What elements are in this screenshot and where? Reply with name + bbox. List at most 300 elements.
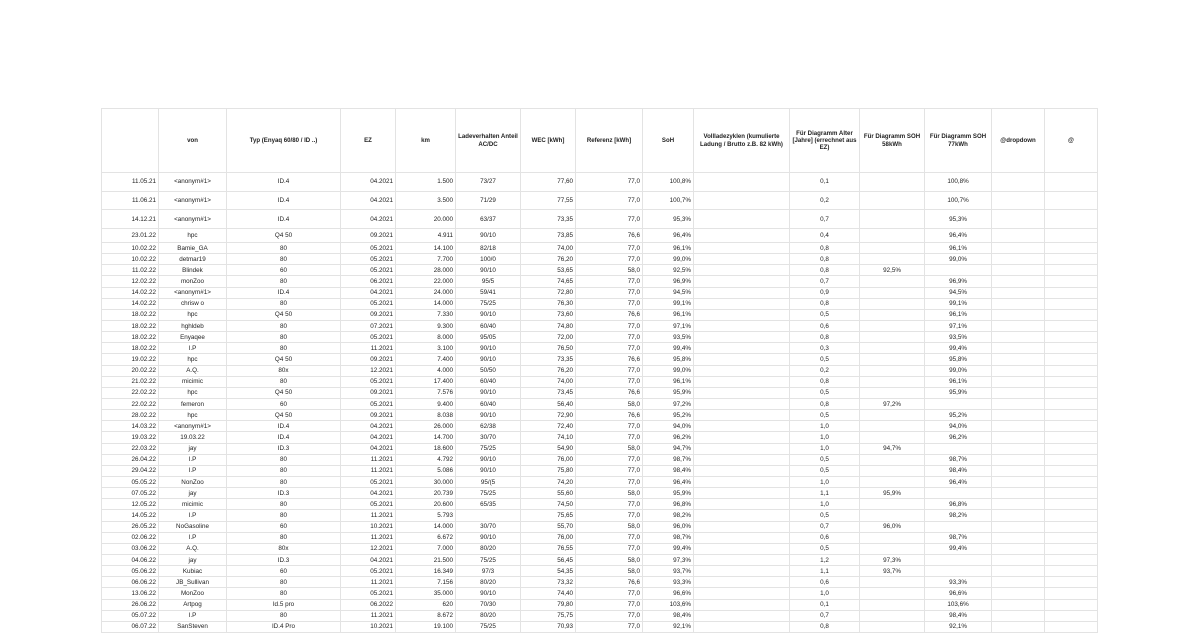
cell-wec[interactable]: 74,40 [521,588,576,599]
cell-wec[interactable]: 56,45 [521,555,576,566]
cell-at[interactable] [1045,499,1098,510]
cell-dropdown[interactable] [992,229,1045,243]
cell-at[interactable] [1045,298,1098,309]
cell-soh[interactable]: 103,6% [643,599,694,610]
cell-soh58[interactable] [860,465,925,476]
cell-soh77[interactable]: 92,1% [925,621,992,632]
cell-at[interactable] [1045,577,1098,588]
cell-zyklen[interactable] [694,621,790,632]
cell-soh58[interactable] [860,191,925,210]
cell-zyklen[interactable] [694,432,790,443]
cell-lade[interactable]: 62/38 [456,421,521,432]
cell-zyklen[interactable] [694,173,790,192]
cell-date[interactable]: 18.02.22 [102,343,159,354]
cell-at[interactable] [1045,254,1098,265]
cell-soh[interactable]: 96,4% [643,477,694,488]
cell-km[interactable]: 24.000 [396,287,456,298]
cell-soh58[interactable] [860,532,925,543]
cell-dropdown[interactable] [992,465,1045,476]
cell-at[interactable] [1045,543,1098,554]
cell-km[interactable]: 16.349 [396,566,456,577]
cell-km[interactable]: 18.600 [396,443,456,454]
cell-ez[interactable]: 09.2021 [341,229,396,243]
cell-ref[interactable]: 77,0 [576,287,643,298]
cell-soh77[interactable]: 99,4% [925,543,992,554]
cell-ref[interactable]: 76,6 [576,229,643,243]
cell-dropdown[interactable] [992,621,1045,632]
cell-dropdown[interactable] [992,254,1045,265]
cell-date[interactable]: 10.02.22 [102,254,159,265]
cell-ref[interactable]: 77,0 [576,210,643,229]
cell-ref[interactable]: 76,6 [576,577,643,588]
cell-wec[interactable]: 56,40 [521,399,576,410]
cell-ez[interactable]: 07.2021 [341,321,396,332]
cell-zyklen[interactable] [694,229,790,243]
cell-soh77[interactable] [925,265,992,276]
column-header-zyklen[interactable]: Vollladezyklen (kumulierte Ladung / Brutto z.B. 82 kWh) [694,109,790,173]
cell-alter[interactable]: 0,5 [790,387,860,398]
cell-ref[interactable]: 77,0 [576,432,643,443]
cell-soh58[interactable]: 96,0% [860,521,925,532]
cell-typ[interactable]: 60 [227,265,341,276]
cell-typ[interactable]: ID.4 [227,191,341,210]
cell-zyklen[interactable] [694,243,790,254]
column-header-wec[interactable]: WEC [kWh] [521,109,576,173]
cell-date[interactable]: 28.02.22 [102,410,159,421]
cell-date[interactable]: 14.05.22 [102,510,159,521]
cell-ez[interactable]: 05.2021 [341,399,396,410]
cell-soh58[interactable] [860,354,925,365]
cell-lade[interactable]: 73/27 [456,173,521,192]
cell-alter[interactable]: 0,8 [790,265,860,276]
cell-dropdown[interactable] [992,298,1045,309]
cell-soh58[interactable]: 93,7% [860,566,925,577]
cell-soh[interactable]: 98,7% [643,532,694,543]
cell-zyklen[interactable] [694,555,790,566]
cell-at[interactable] [1045,566,1098,577]
cell-wec[interactable]: 74,20 [521,477,576,488]
cell-alter[interactable]: 0,1 [790,173,860,192]
cell-dropdown[interactable] [992,543,1045,554]
cell-zyklen[interactable] [694,410,790,421]
cell-at[interactable] [1045,555,1098,566]
cell-at[interactable] [1045,243,1098,254]
cell-ez[interactable]: 11.2021 [341,577,396,588]
cell-zyklen[interactable] [694,443,790,454]
cell-ez[interactable]: 09.2021 [341,387,396,398]
cell-wec[interactable]: 74,80 [521,321,576,332]
cell-von[interactable]: hpc [159,229,227,243]
cell-lade[interactable]: 90/10 [456,265,521,276]
cell-typ[interactable]: Q4 50 [227,309,341,320]
cell-zyklen[interactable] [694,488,790,499]
cell-typ[interactable]: Id.5 pro [227,599,341,610]
cell-ref[interactable]: 58,0 [576,488,643,499]
cell-date[interactable]: 12.02.22 [102,276,159,287]
cell-wec[interactable]: 72,40 [521,421,576,432]
cell-von[interactable]: NoGasoline [159,521,227,532]
cell-dropdown[interactable] [992,599,1045,610]
cell-soh77[interactable]: 103,6% [925,599,992,610]
cell-wec[interactable]: 54,90 [521,443,576,454]
cell-lade[interactable]: 50/50 [456,365,521,376]
cell-soh[interactable]: 100,8% [643,173,694,192]
cell-von[interactable]: JB_Sullivan [159,577,227,588]
cell-ref[interactable]: 77,0 [576,321,643,332]
cell-zyklen[interactable] [694,543,790,554]
cell-wec[interactable]: 76,00 [521,454,576,465]
cell-typ[interactable]: ID.4 [227,173,341,192]
cell-wec[interactable]: 75,65 [521,510,576,521]
cell-date[interactable]: 02.06.22 [102,532,159,543]
cell-date[interactable]: 18.02.22 [102,332,159,343]
cell-alter[interactable]: 1,0 [790,588,860,599]
column-header-at[interactable]: @ [1045,109,1098,173]
cell-soh58[interactable]: 94,7% [860,443,925,454]
cell-date[interactable]: 19.03.22 [102,432,159,443]
cell-alter[interactable]: 0,9 [790,287,860,298]
cell-von[interactable]: A.Q. [159,365,227,376]
cell-soh[interactable]: 100,7% [643,191,694,210]
cell-dropdown[interactable] [992,521,1045,532]
cell-date[interactable]: 18.02.22 [102,321,159,332]
cell-zyklen[interactable] [694,532,790,543]
column-header-lade[interactable]: Ladeverhalten Anteil AC/DC [456,109,521,173]
cell-at[interactable] [1045,210,1098,229]
cell-ez[interactable]: 05.2021 [341,566,396,577]
column-header-date[interactable] [102,109,159,173]
cell-date[interactable]: 06.06.22 [102,577,159,588]
cell-soh58[interactable] [860,343,925,354]
cell-at[interactable] [1045,399,1098,410]
cell-von[interactable]: A.Q. [159,543,227,554]
cell-zyklen[interactable] [694,254,790,265]
cell-lade[interactable]: 30/70 [456,432,521,443]
cell-ref[interactable]: 58,0 [576,566,643,577]
cell-zyklen[interactable] [694,321,790,332]
column-header-ref[interactable]: Referenz [kWh] [576,109,643,173]
cell-soh[interactable]: 96,1% [643,376,694,387]
cell-km[interactable]: 20.000 [396,210,456,229]
cell-alter[interactable]: 0,5 [790,510,860,521]
cell-km[interactable]: 5.793 [396,510,456,521]
column-header-soh58[interactable]: Für Diagramm SOH 58kWh [860,109,925,173]
cell-dropdown[interactable] [992,191,1045,210]
cell-von[interactable]: Artpog [159,599,227,610]
cell-at[interactable] [1045,191,1098,210]
cell-soh58[interactable]: 97,2% [860,399,925,410]
cell-soh[interactable]: 96,4% [643,229,694,243]
cell-soh[interactable]: 96,1% [643,309,694,320]
cell-ref[interactable]: 77,0 [576,510,643,521]
cell-ref[interactable]: 77,0 [576,332,643,343]
cell-von[interactable]: jay [159,488,227,499]
cell-km[interactable]: 8.038 [396,410,456,421]
cell-ez[interactable]: 11.2021 [341,343,396,354]
cell-at[interactable] [1045,477,1098,488]
cell-wec[interactable]: 73,85 [521,229,576,243]
cell-date[interactable]: 11.02.22 [102,265,159,276]
cell-km[interactable]: 7.576 [396,387,456,398]
cell-zyklen[interactable] [694,465,790,476]
cell-at[interactable] [1045,521,1098,532]
cell-dropdown[interactable] [992,488,1045,499]
cell-von[interactable]: <anonym#1> [159,287,227,298]
cell-zyklen[interactable] [694,210,790,229]
cell-alter[interactable]: 0,5 [790,309,860,320]
cell-soh77[interactable]: 98,7% [925,454,992,465]
cell-zyklen[interactable] [694,376,790,387]
cell-von[interactable]: I.P [159,532,227,543]
cell-lade[interactable]: 60/40 [456,399,521,410]
cell-zyklen[interactable] [694,354,790,365]
cell-zyklen[interactable] [694,287,790,298]
cell-typ[interactable]: 80 [227,532,341,543]
cell-ez[interactable]: 04.2021 [341,173,396,192]
cell-soh77[interactable] [925,555,992,566]
cell-soh[interactable]: 98,2% [643,510,694,521]
cell-date[interactable]: 05.06.22 [102,566,159,577]
cell-at[interactable] [1045,365,1098,376]
cell-lade[interactable]: 90/10 [456,309,521,320]
cell-ref[interactable]: 77,0 [576,421,643,432]
cell-soh58[interactable] [860,376,925,387]
cell-wec[interactable]: 74,65 [521,276,576,287]
cell-soh58[interactable] [860,510,925,521]
cell-km[interactable]: 7.000 [396,543,456,554]
cell-von[interactable]: I.P [159,465,227,476]
cell-date[interactable]: 12.05.22 [102,499,159,510]
cell-km[interactable]: 14.000 [396,298,456,309]
cell-ez[interactable]: 09.2021 [341,354,396,365]
cell-soh77[interactable]: 96,6% [925,588,992,599]
cell-ez[interactable]: 11.2021 [341,610,396,621]
cell-typ[interactable]: ID.3 [227,443,341,454]
cell-at[interactable] [1045,454,1098,465]
cell-zyklen[interactable] [694,276,790,287]
cell-ez[interactable]: 12.2021 [341,365,396,376]
cell-km[interactable]: 14.000 [396,521,456,532]
cell-lade[interactable]: 95/5 [456,276,521,287]
cell-soh77[interactable]: 98,2% [925,510,992,521]
cell-wec[interactable]: 55,70 [521,521,576,532]
cell-ez[interactable]: 04.2021 [341,488,396,499]
cell-zyklen[interactable] [694,510,790,521]
cell-at[interactable] [1045,343,1098,354]
cell-soh77[interactable] [925,488,992,499]
cell-km[interactable]: 1.500 [396,173,456,192]
cell-lade[interactable]: 90/10 [456,454,521,465]
cell-alter[interactable]: 0,6 [790,532,860,543]
cell-zyklen[interactable] [694,477,790,488]
cell-soh[interactable]: 93,7% [643,566,694,577]
cell-soh77[interactable]: 96,1% [925,309,992,320]
cell-soh77[interactable]: 100,7% [925,191,992,210]
cell-lade[interactable]: 71/29 [456,191,521,210]
cell-dropdown[interactable] [992,276,1045,287]
cell-typ[interactable]: 80 [227,321,341,332]
cell-lade[interactable]: 65/35 [456,499,521,510]
cell-typ[interactable]: 80 [227,465,341,476]
cell-wec[interactable]: 73,35 [521,354,576,365]
cell-ez[interactable]: 04.2021 [341,555,396,566]
cell-alter[interactable]: 0,5 [790,454,860,465]
cell-soh[interactable]: 96,0% [643,521,694,532]
cell-lade[interactable]: 90/10 [456,343,521,354]
cell-at[interactable] [1045,287,1098,298]
cell-lade[interactable] [456,510,521,521]
cell-typ[interactable]: 60 [227,566,341,577]
cell-soh77[interactable]: 96,8% [925,499,992,510]
cell-soh77[interactable]: 96,4% [925,477,992,488]
cell-ref[interactable]: 58,0 [576,555,643,566]
cell-date[interactable]: 10.02.22 [102,243,159,254]
cell-typ[interactable]: 80 [227,376,341,387]
cell-alter[interactable]: 1,1 [790,488,860,499]
cell-wec[interactable]: 70,93 [521,621,576,632]
cell-ez[interactable]: 12.2021 [341,543,396,554]
cell-at[interactable] [1045,443,1098,454]
cell-lade[interactable]: 75/25 [456,621,521,632]
cell-lade[interactable]: 90/10 [456,387,521,398]
cell-ez[interactable]: 10.2021 [341,521,396,532]
cell-dropdown[interactable] [992,343,1045,354]
cell-von[interactable]: <anonym#1> [159,191,227,210]
cell-typ[interactable]: 80 [227,332,341,343]
cell-ez[interactable]: 10.2021 [341,621,396,632]
cell-ez[interactable]: 05.2021 [341,243,396,254]
cell-dropdown[interactable] [992,332,1045,343]
cell-soh58[interactable] [860,543,925,554]
cell-km[interactable]: 4.792 [396,454,456,465]
cell-soh[interactable]: 99,0% [643,254,694,265]
cell-km[interactable]: 14.700 [396,432,456,443]
cell-lade[interactable]: 97/3 [456,566,521,577]
cell-soh58[interactable] [860,387,925,398]
cell-at[interactable] [1045,173,1098,192]
cell-km[interactable]: 7.330 [396,309,456,320]
cell-lade[interactable]: 90/10 [456,588,521,599]
cell-soh77[interactable]: 95,3% [925,210,992,229]
cell-zyklen[interactable] [694,566,790,577]
cell-km[interactable]: 30.000 [396,477,456,488]
cell-typ[interactable]: 80x [227,365,341,376]
cell-typ[interactable]: ID.4 [227,421,341,432]
cell-at[interactable] [1045,309,1098,320]
cell-lade[interactable]: 82/18 [456,243,521,254]
cell-alter[interactable]: 1,0 [790,432,860,443]
cell-at[interactable] [1045,532,1098,543]
cell-soh[interactable]: 96,6% [643,588,694,599]
cell-soh58[interactable]: 92,5% [860,265,925,276]
column-header-alter[interactable]: Für Diagramm Alter [Jahre] (errechnet aus EZ) [790,109,860,173]
cell-von[interactable]: chrisw o [159,298,227,309]
cell-soh58[interactable] [860,254,925,265]
cell-ref[interactable]: 77,0 [576,454,643,465]
cell-date[interactable]: 26.05.22 [102,521,159,532]
cell-soh58[interactable] [860,287,925,298]
cell-typ[interactable]: 60 [227,399,341,410]
cell-ez[interactable]: 05.2021 [341,298,396,309]
cell-zyklen[interactable] [694,577,790,588]
cell-soh77[interactable]: 96,4% [925,229,992,243]
cell-ez[interactable]: 06.2022 [341,599,396,610]
cell-von[interactable]: hpc [159,309,227,320]
cell-soh[interactable]: 96,1% [643,243,694,254]
cell-typ[interactable]: 80 [227,254,341,265]
cell-ref[interactable]: 77,0 [576,610,643,621]
cell-alter[interactable]: 1,0 [790,443,860,454]
cell-at[interactable] [1045,599,1098,610]
cell-lade[interactable]: 75/25 [456,555,521,566]
cell-km[interactable]: 4.000 [396,365,456,376]
cell-at[interactable] [1045,265,1098,276]
cell-typ[interactable]: Q4 50 [227,387,341,398]
cell-dropdown[interactable] [992,499,1045,510]
cell-soh58[interactable] [860,588,925,599]
cell-wec[interactable]: 74,10 [521,432,576,443]
column-header-soh[interactable]: SoH [643,109,694,173]
cell-lade[interactable]: 90/10 [456,410,521,421]
cell-soh77[interactable]: 98,4% [925,465,992,476]
cell-wec[interactable]: 72,00 [521,332,576,343]
cell-zyklen[interactable] [694,610,790,621]
cell-wec[interactable]: 73,45 [521,387,576,398]
cell-km[interactable]: 4.911 [396,229,456,243]
cell-lade[interactable]: 95/05 [456,332,521,343]
cell-soh77[interactable] [925,443,992,454]
cell-von[interactable]: MonZoo [159,588,227,599]
cell-ez[interactable]: 09.2021 [341,309,396,320]
cell-soh[interactable]: 95,9% [643,387,694,398]
cell-ez[interactable]: 09.2021 [341,410,396,421]
cell-soh58[interactable] [860,229,925,243]
cell-zyklen[interactable] [694,521,790,532]
cell-soh77[interactable]: 94,0% [925,421,992,432]
cell-soh58[interactable]: 97,3% [860,555,925,566]
cell-wec[interactable]: 79,80 [521,599,576,610]
cell-typ[interactable]: 80 [227,588,341,599]
cell-soh77[interactable]: 99,0% [925,365,992,376]
cell-ez[interactable]: 11.2021 [341,532,396,543]
cell-wec[interactable]: 73,60 [521,309,576,320]
cell-von[interactable]: micimic [159,499,227,510]
cell-zyklen[interactable] [694,588,790,599]
cell-typ[interactable]: ID.3 [227,555,341,566]
cell-von[interactable]: <anonym#1> [159,173,227,192]
cell-lade[interactable]: 80/20 [456,577,521,588]
cell-at[interactable] [1045,354,1098,365]
cell-zyklen[interactable] [694,599,790,610]
cell-lade[interactable]: 59/41 [456,287,521,298]
cell-km[interactable]: 9.400 [396,399,456,410]
cell-dropdown[interactable] [992,588,1045,599]
cell-wec[interactable]: 74,00 [521,243,576,254]
cell-km[interactable]: 14.100 [396,243,456,254]
cell-km[interactable]: 21.500 [396,555,456,566]
cell-von[interactable]: <anonym#1> [159,421,227,432]
cell-typ[interactable]: 80 [227,477,341,488]
cell-soh77[interactable]: 96,1% [925,243,992,254]
cell-at[interactable] [1045,332,1098,343]
cell-soh58[interactable] [860,610,925,621]
cell-ref[interactable]: 77,0 [576,376,643,387]
cell-dropdown[interactable] [992,555,1045,566]
cell-ez[interactable]: 04.2021 [341,191,396,210]
cell-ref[interactable]: 77,0 [576,532,643,543]
cell-date[interactable]: 14.02.22 [102,287,159,298]
cell-von[interactable]: I.P [159,343,227,354]
